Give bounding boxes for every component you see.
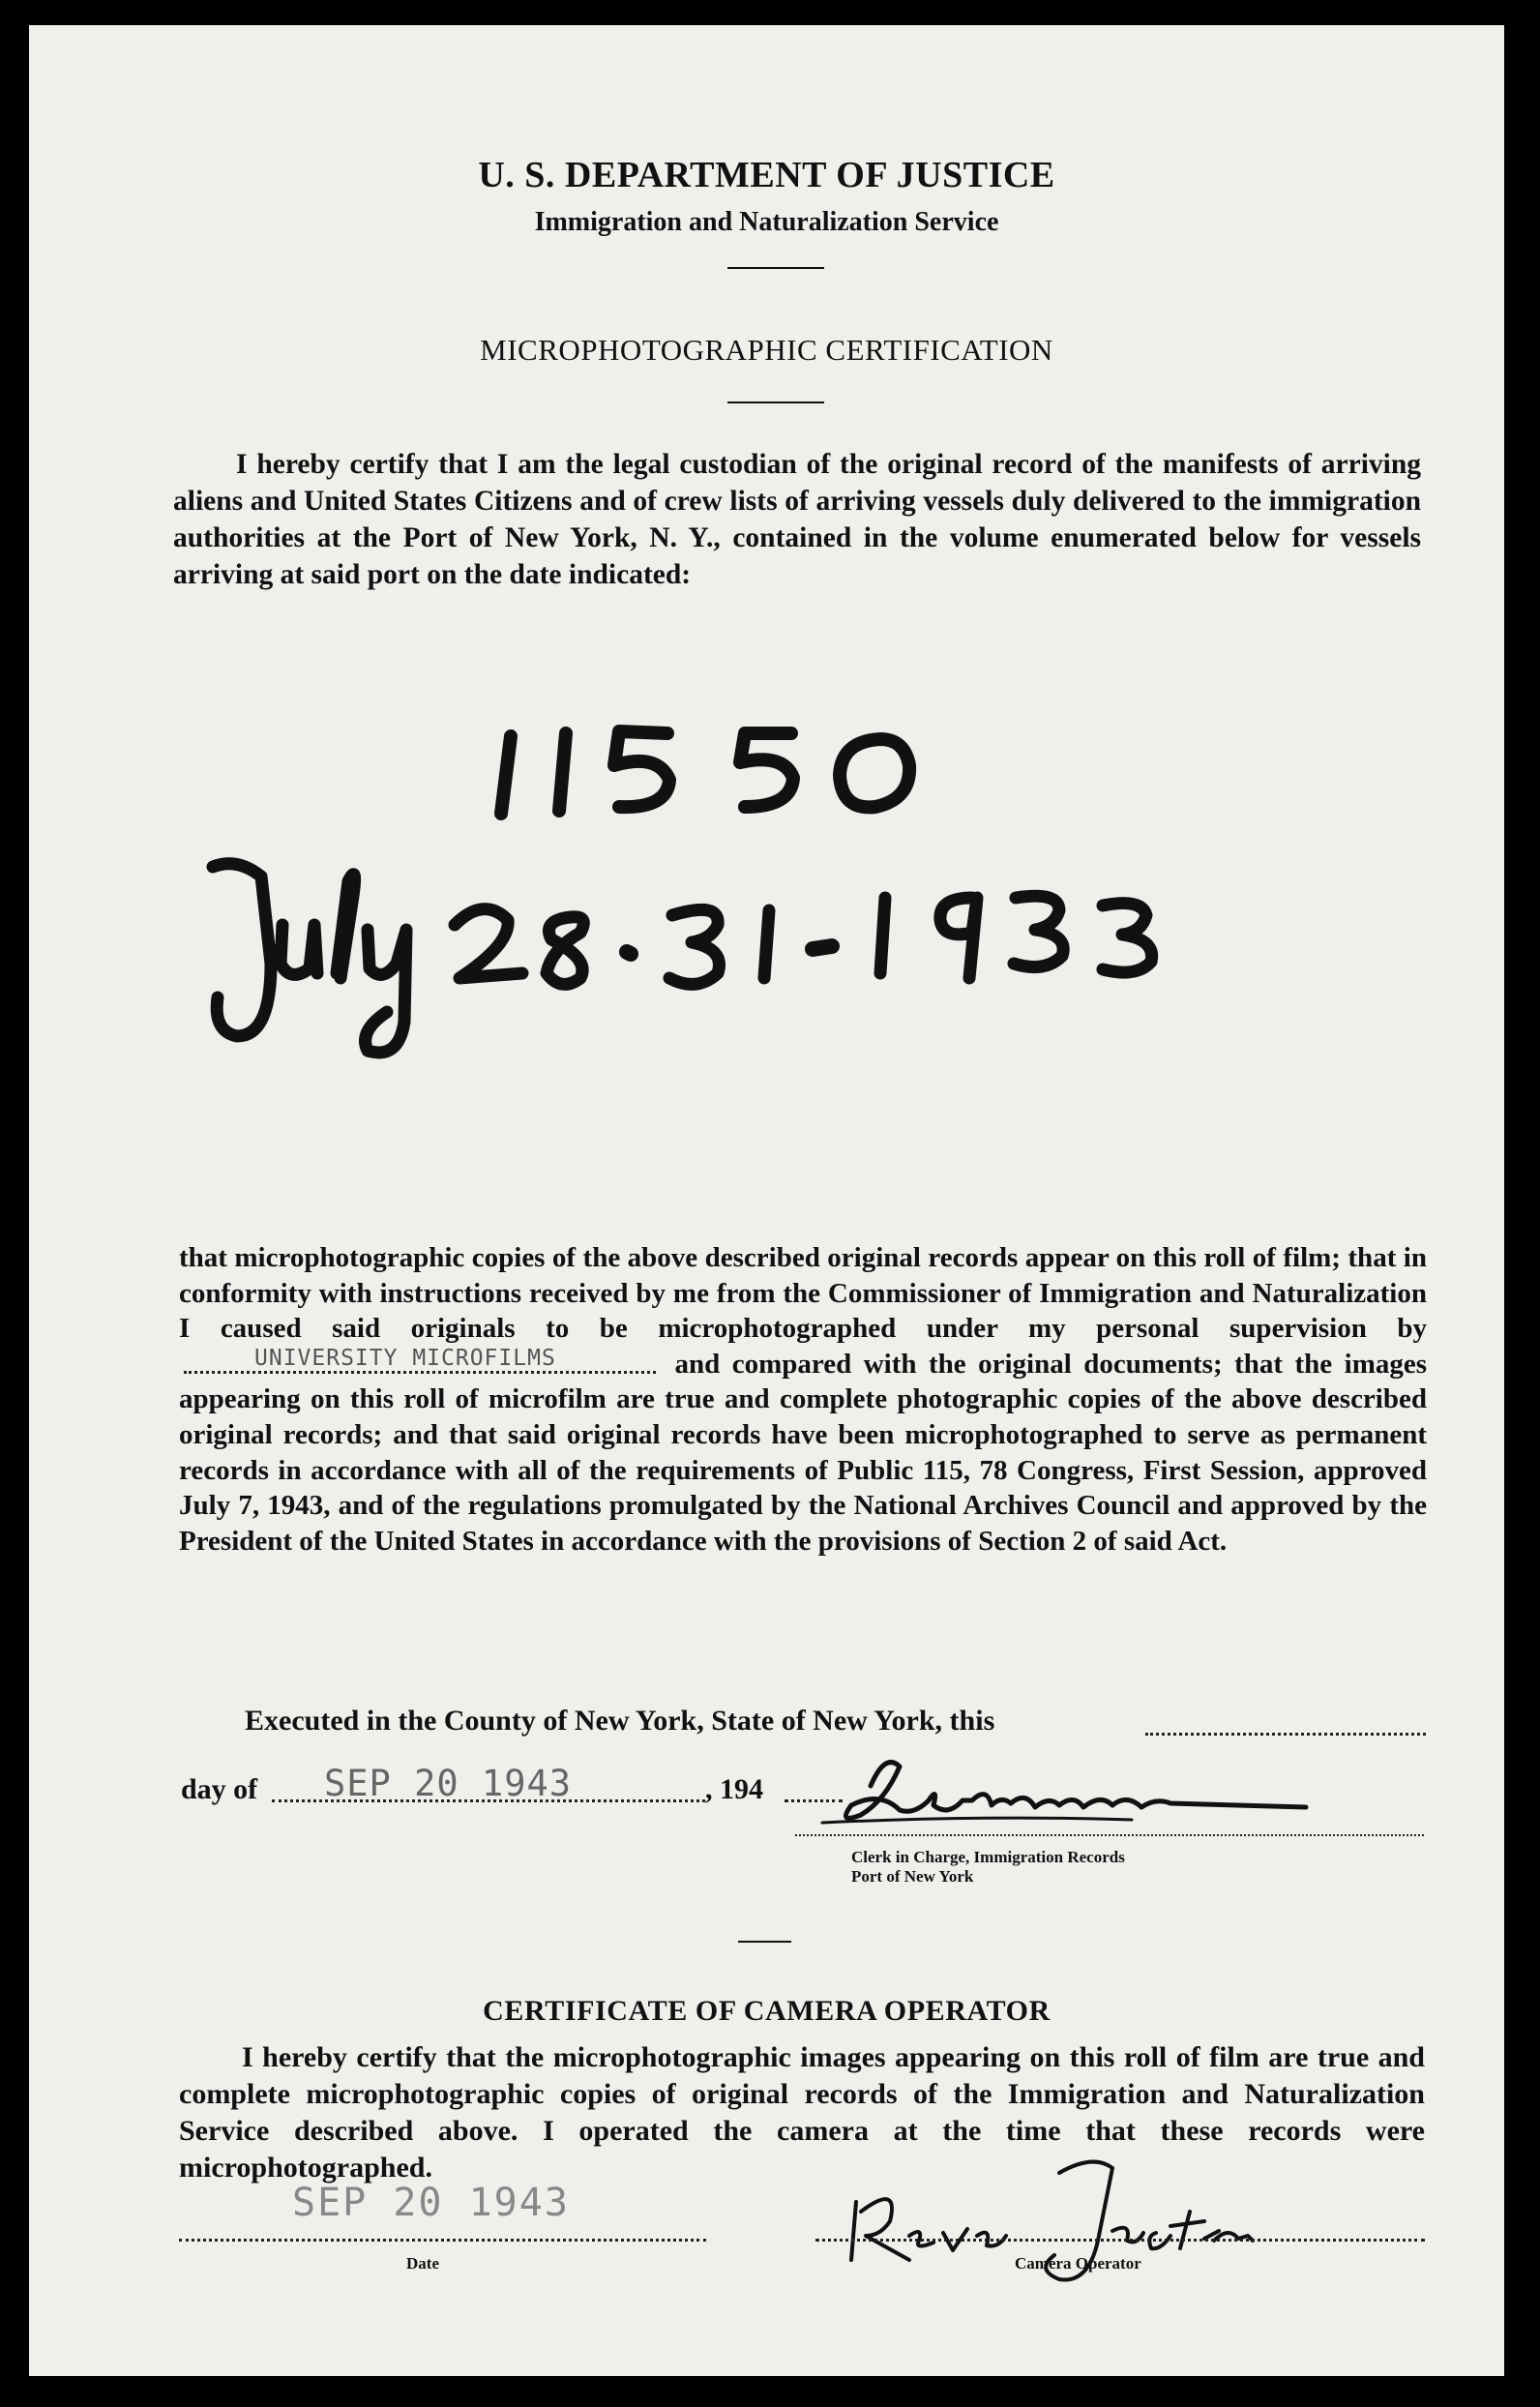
custodian-paragraph: I hereby certify that I am the legal custodian of the original record of the manifests of arriving aliens and United States Citizens and of crew lists of arriving vessels duly delivered to the immigration authorities at the Port of New York, N. Y., contained in the volume enumerated below for vessels arriving at said port on the date indicated: <box>173 449 1421 590</box>
clerk-title-line-1: Clerk in Charge, Immigration Records <box>851 1848 1125 1866</box>
divider-rule <box>727 401 824 403</box>
operator-date-stamp: SEP 20 1943 <box>292 2181 570 2225</box>
executed-statement: Executed in the County of New York, State of New York, this <box>245 1705 995 1737</box>
divider-rule <box>738 1941 791 1943</box>
handwritten-date-range <box>213 864 1152 1053</box>
received-date-stamp: SEP 20 1943 <box>324 1763 573 1804</box>
service-subheading: Immigration and Naturalization Service <box>534 207 999 237</box>
clerk-signature <box>793 1747 1335 1854</box>
operator-signature-line <box>815 2239 1425 2242</box>
executed-day-blank <box>1145 1733 1426 1736</box>
date-label: Date <box>406 2254 439 2273</box>
certification-title: MICROPHOTOGRAPHIC CERTIFICATION <box>480 333 1053 367</box>
handwritten-volume-entry <box>29 644 1504 1128</box>
camera-certificate-paragraph: I hereby certify that the microphotographic images appearing on this roll of film are true and complete microphotographic copies of original records of the Immigration and Naturalization Service described above. I operated the camera at the time that these records were microphotographed. <box>179 2041 1425 2184</box>
clerk-signature-line <box>795 1834 1424 1836</box>
microphotograph-paragraph <box>179 1240 1427 1559</box>
company-stamp-line <box>179 1347 663 1382</box>
clerk-title-line-2: Port of New York <box>851 1867 974 1886</box>
department-heading: U. S. DEPARTMENT OF JUSTICE <box>478 155 1055 195</box>
operator-label: Camera Operator <box>1015 2254 1141 2273</box>
certificate-sheet: U. S. DEPARTMENT OF JUSTICE Immigration and Naturalization Service MICROPHOTOGRAPHIC CERTIFICATION I hereby certify that I am the legal custodian of the original record of the manifests of arriving aliens and United States Citizens and of crew lists of arriving vessels duly delivered to the immigration authorities at the Port of New York, N. Y., contained in the volume enumerated below for vessels arriving at said port on the date indicated: that microphotographic copies of the above described original records appear on this roll of film; that in conformity with instructions received by me from the Commissioner of Immigration and Naturalization I caused said originals to be microphotographed under my personal supervision by UNIVERSITY MICROFILMS and compared with the original documents; that the images appearing on this roll of microfilm are true and complete photographic copies of the above described original records; and that said original records have been microphotographed to serve as permanent records in accordance with all of the requirements of Public 115, 78 Congress, First Session, approved July 7, 1943, and of the regulations promulgated by the National Archives Council and approved by the President of the United States in accordance with the provisions of Section 2 of said Act. Executed in the County of New York, State of New York, this day of SEP 20 1943 , 194 Clerk in Charge, Immigration Records Port of New York CERTIFICATE OF CAMERA OPERATOR I hereby certify that the microphotographic images appearing on this roll of film are true and complete microphotographic copies of original records of the Immigration and Naturalization Service described above. I operated the camera at the time that these records were microphotographed. SEP 20 1943 Date Camera Operator <box>29 25 1504 2376</box>
camera-certificate-title: CERTIFICATE OF CAMERA OPERATOR <box>483 1995 1051 2027</box>
handwritten-volume-number <box>501 731 909 814</box>
date-line <box>179 2239 706 2242</box>
divider-rule <box>727 267 824 269</box>
camera-operator-signature <box>822 2144 1325 2299</box>
day-of-label: day of <box>181 1773 258 1805</box>
year-prefix: 194 <box>720 1773 763 1805</box>
paragraph-text-after-stamp: and compared with the original documents; that the images appearing on this roll of microfilm are true and complete photographic copies of the above described original records; and that said original records have been microphotographed to serve as permanent records in accordance with all of the requirements of Public 115, 78 Congress, First Session, approved July 7, 1943, and of the regulations promulgated by the National Archives Council and approved by the President of the United States in accordance with the provisions of Section 2 of said Act. <box>179 1348 1428 1557</box>
paragraph-text-before-stamp: that microphotographic copies of the above described original records appear on this roll of film; that in conformity with instructions received by me from the Commissioner of Immigration and Naturalization I caused said originals to be microphotographed under my personal supervision by <box>179 1242 1427 1345</box>
company-stamp: UNIVERSITY MICROFILMS <box>254 1345 556 1371</box>
clerk-title <box>851 1848 1125 1887</box>
